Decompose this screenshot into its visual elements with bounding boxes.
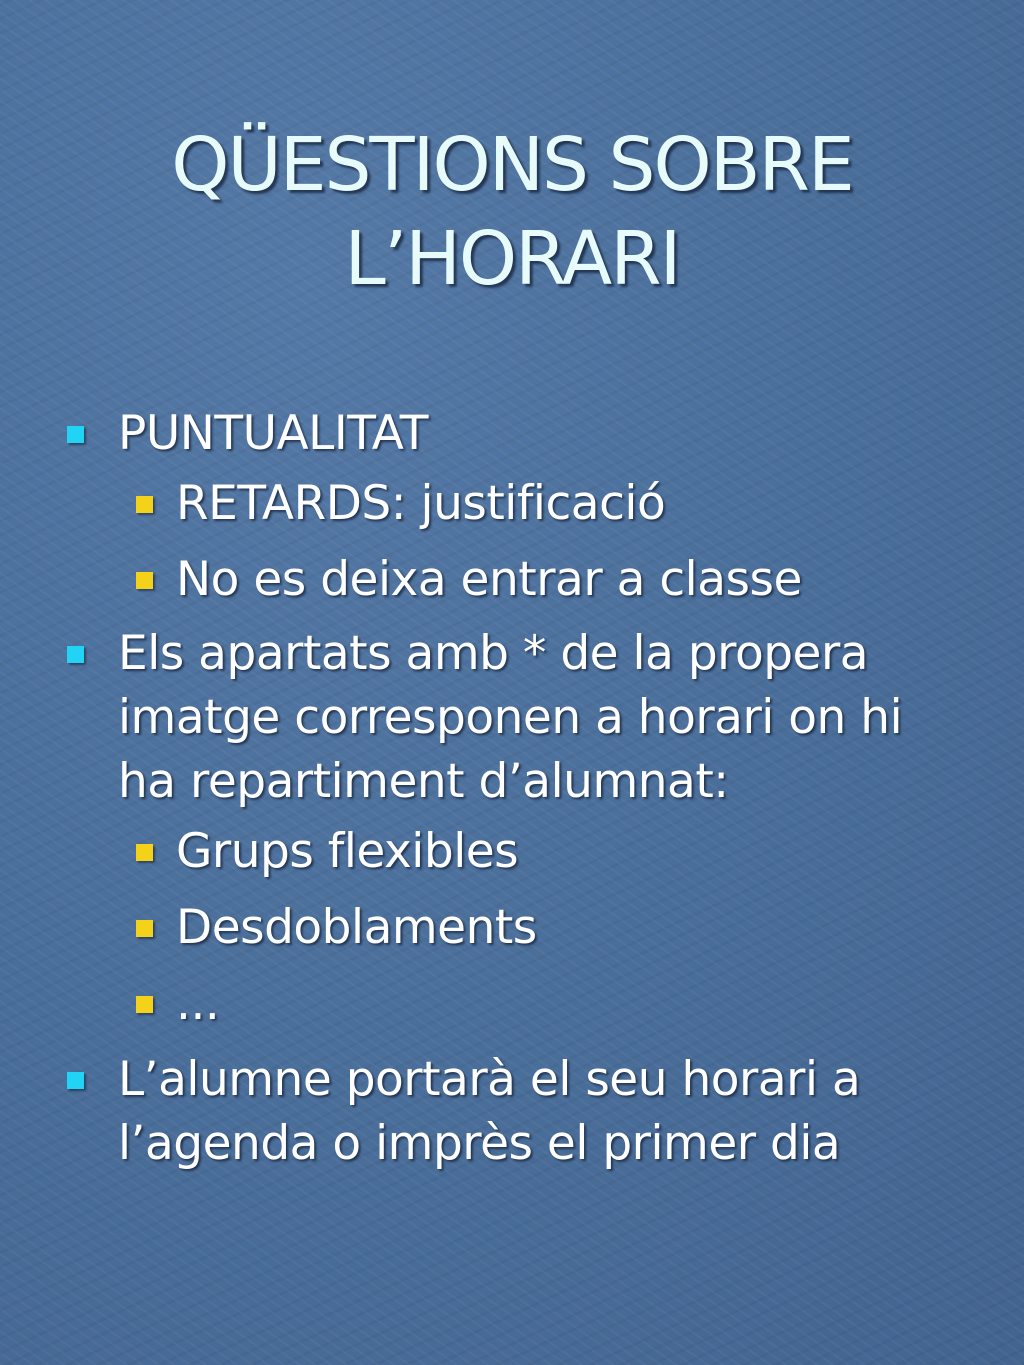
sub-bullet-text: RETARDS: justificació (176, 476, 666, 531)
sub-bullet-text: No es deixa entrar a classe (176, 552, 802, 607)
sub-bullet-item (0, 890, 1024, 966)
bullet-item-puntualitat (0, 402, 1024, 466)
square-bullet-icon (136, 496, 153, 513)
slide-title (60, 118, 964, 306)
bullet-item-alumne (0, 1048, 1024, 1176)
square-bullet-icon (136, 572, 153, 589)
square-bullet-icon (67, 1072, 84, 1089)
sub-bullet-item (0, 542, 1024, 618)
square-bullet-icon (136, 996, 153, 1013)
square-bullet-icon (136, 920, 153, 937)
bullet-item-apartats (0, 622, 1024, 814)
bullet-text-line: ha repartiment d’alumnat: (118, 754, 729, 809)
square-bullet-icon (136, 844, 153, 861)
title-line-1: QÜESTIONS SOBRE (171, 122, 853, 208)
bullet-text-line: L’alumne portarà el seu horari a (118, 1052, 861, 1107)
sub-bullet-text: Desdoblaments (176, 900, 537, 955)
sub-bullet-text: ... (176, 976, 220, 1031)
bullet-text: PUNTUALITAT (118, 406, 428, 461)
sub-bullet-item (0, 814, 1024, 890)
sub-bullet-text: Grups flexibles (176, 824, 519, 879)
bullet-text-line: Els apartats amb * de la propera (118, 626, 869, 681)
bullet-list (0, 402, 1024, 1176)
title-line-2: L’HORARI (344, 216, 680, 302)
sub-bullet-item (0, 966, 1024, 1042)
bullet-text-line: imatge corresponen a horari on hi (118, 690, 903, 745)
bullet-text-line: l’agenda o imprès el primer dia (118, 1116, 841, 1171)
square-bullet-icon (67, 426, 84, 443)
sub-bullet-item (0, 466, 1024, 542)
square-bullet-icon (67, 646, 84, 663)
